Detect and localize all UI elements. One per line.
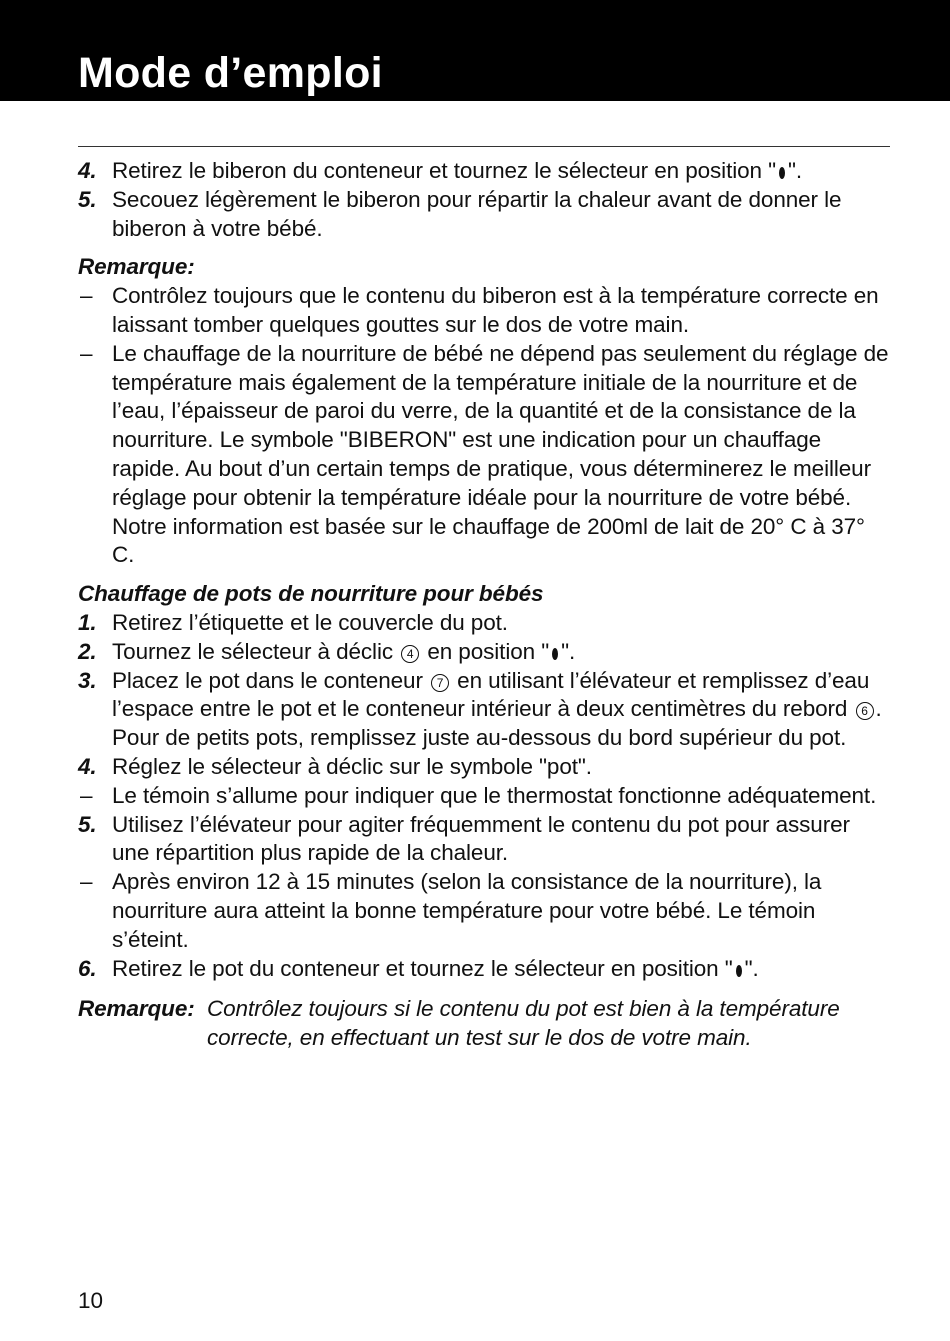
step-text: en position "	[427, 638, 550, 664]
list-item-step-4	[78, 753, 893, 782]
step-number: 5.	[78, 811, 97, 837]
dash-marker: –	[80, 283, 93, 309]
instructions-content	[78, 157, 893, 1053]
step-text: Retirez le pot du conteneur et tournez le sélecteur en position "	[112, 955, 733, 981]
final-remarque	[78, 995, 893, 1053]
remarque-item	[78, 340, 893, 570]
dash-marker: –	[80, 869, 93, 895]
step-number: 2.	[78, 638, 97, 664]
step-text: Utilisez l’élévateur pour agiter fréquemment le contenu du pot pour assurer une répartition plus rapide de la chaleur.	[112, 811, 850, 866]
section-heading: Chauffage de pots de nourriture pour bébés	[78, 581, 544, 607]
header-bar	[0, 0, 950, 101]
step-number: 4.	[78, 753, 97, 779]
step-text-end: ".	[744, 955, 759, 981]
list-item-step-5	[78, 811, 893, 869]
off-position-icon	[736, 965, 742, 977]
dash-marker: –	[80, 782, 93, 808]
off-position-icon	[779, 167, 785, 179]
step-text: Secouez légèrement le biberon pour répartir la chaleur avant de donner le biberon à votre bébé.	[112, 186, 842, 241]
step-text: . Pour de petits pots, remplissez juste au-dessous du bord supérieur du pot.	[112, 696, 882, 751]
remarque-text: Le chauffage de la nourriture de bébé ne dépend pas seulement du réglage de température mais également de la température initiale de la nourriture et de l’eau, l’épaisseur de paroi du verre, de la quantité et de la consistance de la nourriture. Le symbole "BIBERON" est une indication pour un chauffage rapide. Au bout d’un certain temps de pratique, vous déterminerez le meilleur réglage pour obtenir la température idéale pour la nourriture de votre bébé. Notre information est basée sur le chauffage de 200ml de lait de 20° C à 37° C.	[112, 340, 889, 568]
callout-number-icon: 4	[401, 645, 419, 663]
step-number: 3.	[78, 667, 97, 693]
remarque-heading: Remarque:	[78, 254, 195, 280]
remarque-label: Remarque:	[78, 996, 195, 1022]
remarque-text: Contrôlez toujours que le contenu du biberon est à la température correcte en laissant tomber quelques gouttes sur le dos de votre main.	[112, 283, 879, 337]
step-text: Placez le pot dans le conteneur	[112, 667, 423, 693]
step-text: Retirez le biberon du conteneur et tournez le sélecteur en position "	[112, 158, 776, 183]
callout-number-icon: 6	[856, 702, 874, 720]
dash-marker: –	[80, 340, 93, 366]
divider-rule	[78, 146, 890, 147]
list-item-step-5	[78, 186, 893, 244]
step-text-end: ".	[561, 638, 576, 664]
step-text-end: ".	[788, 158, 803, 183]
step-text: Le témoin s’allume pour indiquer que le thermostat fonctionne adéquatement.	[112, 782, 877, 808]
list-item-step-1	[78, 609, 893, 638]
page-title: Mode d’emploi	[78, 49, 383, 97]
callout-number-icon: 7	[431, 674, 449, 692]
step-text: Réglez le sélecteur à déclic sur le symbole "pot".	[112, 753, 592, 779]
step-text: Retirez l’étiquette et le couvercle du pot.	[112, 609, 508, 635]
list-item-step-2	[78, 638, 893, 667]
step-number: 1.	[78, 609, 97, 635]
off-position-icon	[552, 648, 558, 660]
remarque-item	[78, 282, 893, 340]
list-item-step-4	[78, 157, 893, 186]
page-number: 10	[78, 1288, 104, 1313]
step-number: 6.	[78, 955, 97, 981]
list-item-note	[78, 868, 893, 954]
step-number: 5.	[78, 186, 97, 212]
list-item-step-6	[78, 955, 893, 984]
step-text: en utilisant l’élévateur et remplissez d’eau l’espace entre le pot et le conteneur intérieur à deux centimètres du rebord	[112, 667, 870, 722]
step-number: 4.	[78, 158, 97, 183]
step-text: Tournez le sélecteur à déclic	[112, 638, 393, 664]
remarque-text: Contrôlez toujours si le contenu du pot est bien à la température correcte, en effectuant un test sur le dos de votre main.	[207, 996, 840, 1051]
step-text: Après environ 12 à 15 minutes (selon la consistance de la nourriture), la nourriture aura atteint la bonne température pour votre bébé. Le témoin s’éteint.	[112, 869, 822, 952]
list-item-note	[78, 782, 893, 811]
list-item-step-3	[78, 667, 893, 753]
